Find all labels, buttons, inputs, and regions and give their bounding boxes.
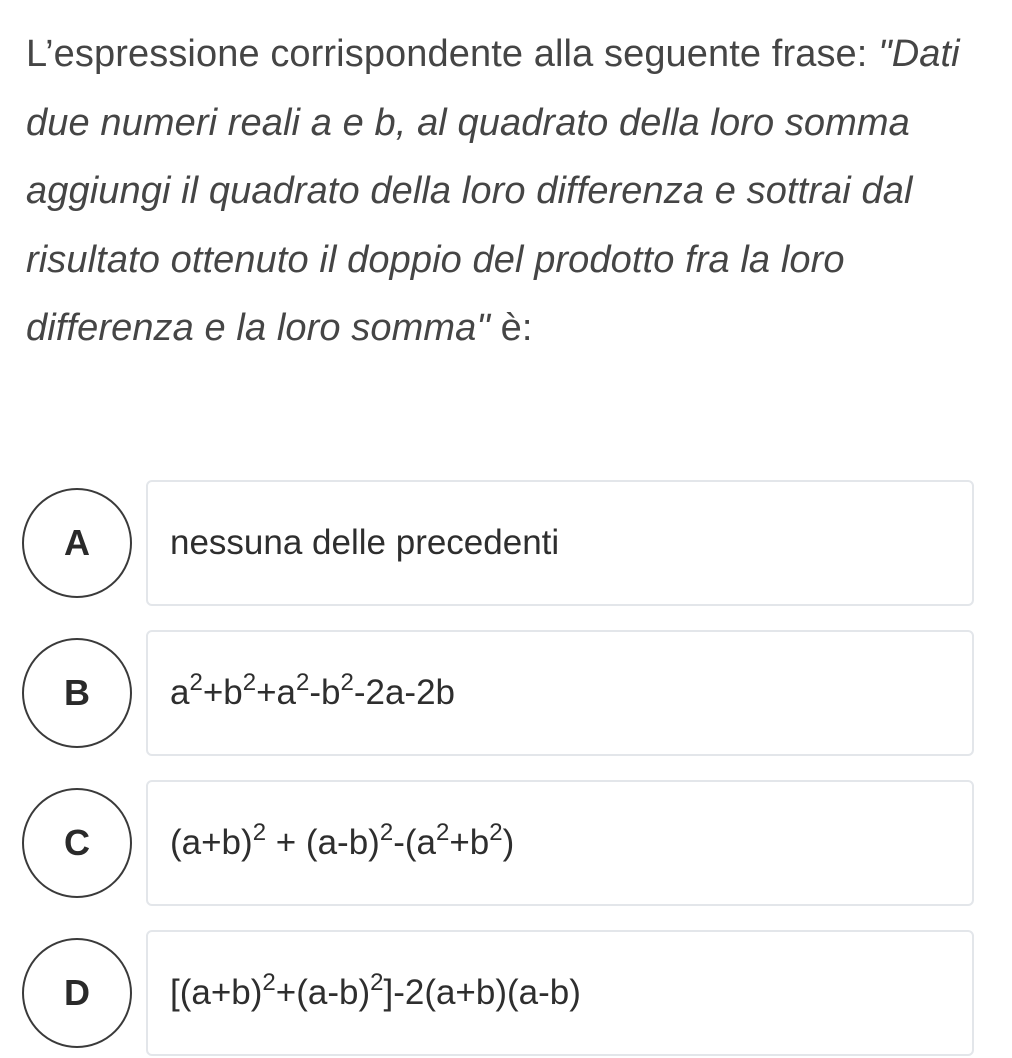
expr-exponent: 2 <box>379 819 394 846</box>
option-d-letter[interactable]: D <box>22 938 132 1048</box>
expr-part: -b <box>309 673 341 712</box>
expr-exponent: 2 <box>262 969 276 996</box>
option-c-answer[interactable] <box>146 780 974 906</box>
expr-exponent: 2 <box>489 819 503 846</box>
question-quote: "Dati due numeri reali a e b, al quadrato della loro somma aggiungi il quadrato della loro differenza e sottrai dal risultato ottenuto il doppio del prodotto fra la loro differenza e la loro somma" <box>26 33 960 349</box>
option-a-answer[interactable] <box>146 480 974 606</box>
option-b-expression <box>170 669 456 713</box>
expr-part: ) <box>502 823 515 862</box>
option-a[interactable] <box>22 480 974 608</box>
option-a-letter[interactable]: A <box>22 488 132 598</box>
expr-exponent: 2 <box>242 669 257 696</box>
expr-part: +b <box>449 823 490 862</box>
expr-part: + (a-b) <box>266 823 380 862</box>
question-text <box>26 20 996 363</box>
expr-part: -(a <box>393 823 436 862</box>
expr-part: +(a-b) <box>275 973 371 1012</box>
option-b[interactable] <box>22 630 974 758</box>
expr-part: [(a+b) <box>170 973 263 1012</box>
option-d[interactable] <box>22 930 974 1058</box>
expr-part: +a <box>256 673 296 712</box>
option-c[interactable] <box>22 780 974 908</box>
expr-exponent: 2 <box>252 819 267 846</box>
expr-part: a <box>170 673 190 712</box>
option-b-letter[interactable]: B <box>22 638 132 748</box>
option-b-answer[interactable] <box>146 630 974 756</box>
option-c-expression <box>170 819 515 863</box>
expr-part: (a+b) <box>170 823 253 862</box>
expr-exponent: 2 <box>340 669 354 696</box>
expr-part: +b <box>202 673 243 712</box>
expr-exponent: 2 <box>435 819 450 846</box>
expr-exponent: 2 <box>296 669 310 696</box>
option-a-text: nessuna delle precedenti <box>170 523 560 562</box>
question-lead: L’espressione corrispondente alla seguente frase: <box>26 33 868 75</box>
option-d-answer[interactable] <box>146 930 974 1056</box>
expr-exponent: 2 <box>189 669 203 696</box>
option-c-letter[interactable]: C <box>22 788 132 898</box>
question-tail: è: <box>489 307 533 349</box>
expr-part: -2a-2b <box>353 673 456 712</box>
expr-part: ]-2(a+b)(a-b) <box>383 973 581 1012</box>
option-d-expression <box>170 969 581 1013</box>
expr-exponent: 2 <box>370 969 384 996</box>
